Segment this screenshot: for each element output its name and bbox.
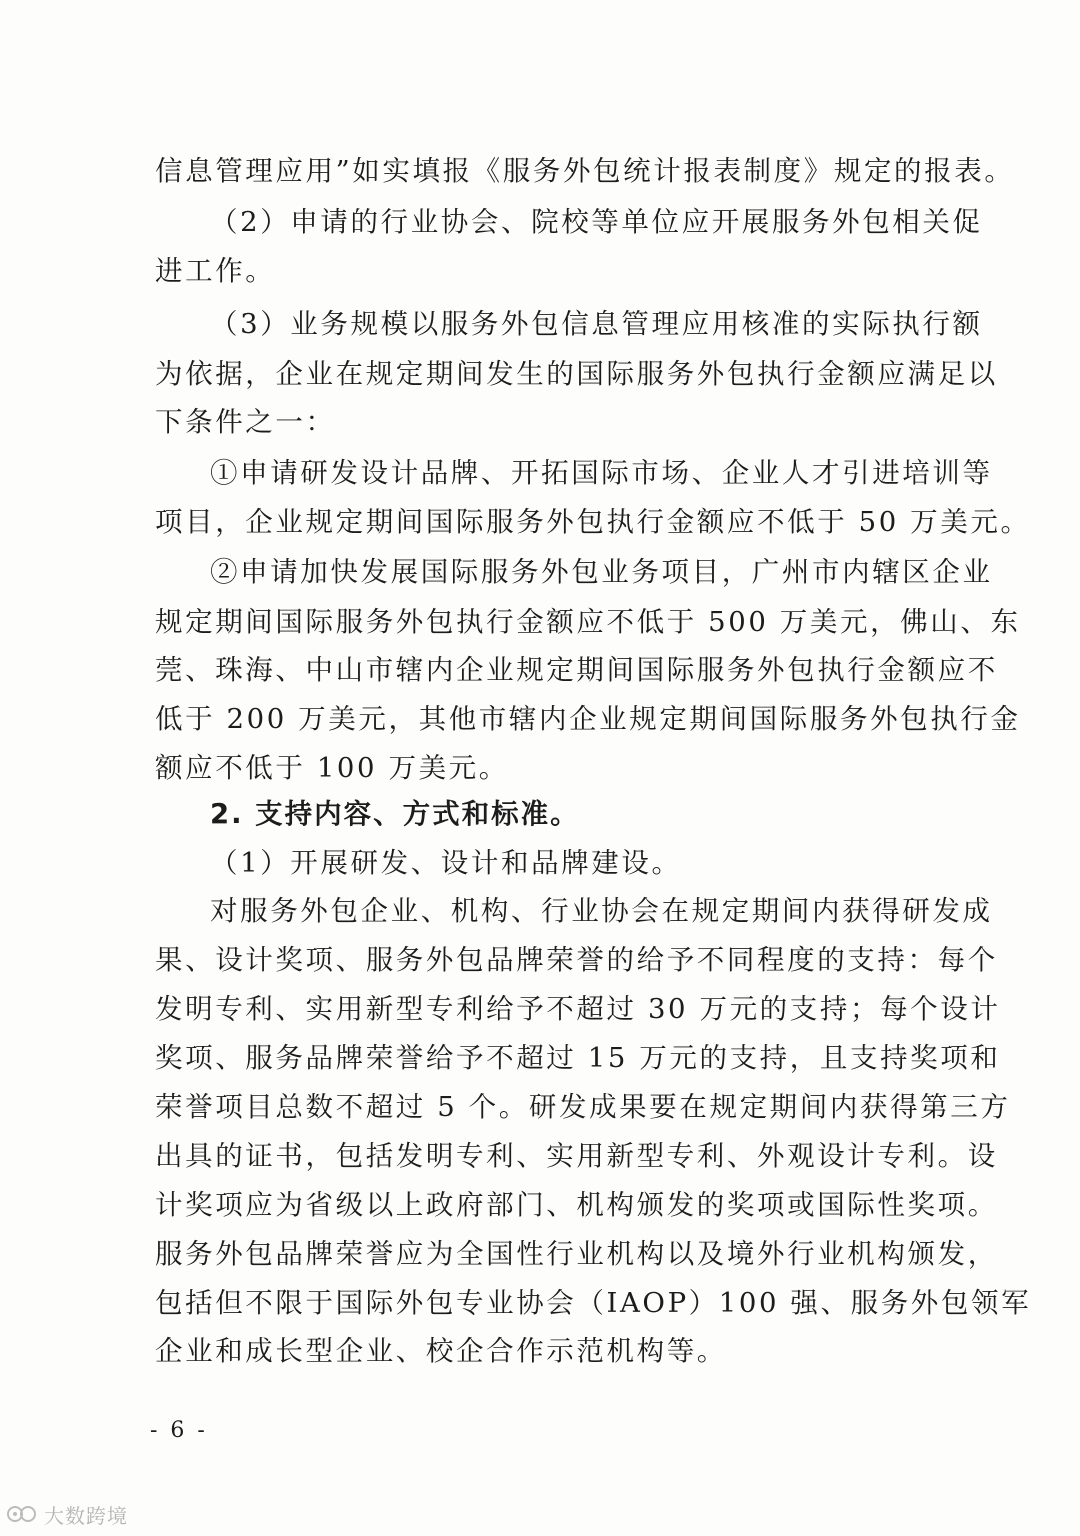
text-line: 计奖项应为省级以上政府部门、机构颁发的奖项或国际性奖项。	[155, 1189, 998, 1221]
text-line: 规定期间国际服务外包执行金额应不低于 500 万美元，佛山、东	[155, 606, 1021, 638]
text-line: 为依据，企业在规定期间发生的国际服务外包执行金额应满足以	[155, 358, 998, 390]
text-line: 果、设计奖项、服务外包品牌荣誉的给予不同程度的支持：每个	[155, 944, 998, 976]
text-line: （3）业务规模以服务外包信息管理应用核准的实际执行额	[210, 308, 983, 340]
text-line: 服务外包品牌荣誉应为全国性行业机构以及境外行业机构颁发，	[155, 1238, 998, 1270]
text-line: 出具的证书，包括发明专利、实用新型专利、外观设计专利。设	[155, 1140, 998, 1172]
watermark	[6, 1500, 128, 1528]
text-line: 下条件之一：	[155, 406, 336, 438]
text-line: 发明专利、实用新型专利给予不超过 30 万元的支持；每个设计	[155, 993, 1001, 1025]
text-line: ①申请研发设计品牌、开拓国际市场、企业人才引进培训等	[210, 457, 993, 489]
page-number: - 6 -	[150, 1418, 208, 1443]
section-heading: 2. 支持内容、方式和标准。	[210, 798, 580, 830]
text-line: 进工作。	[155, 255, 276, 287]
text-line: 包括但不限于国际外包专业协会（IAOP）100 强、服务外包领军	[155, 1287, 1032, 1319]
text-line: 额应不低于 100 万美元。	[155, 752, 509, 784]
text-line: （1）开展研发、设计和品牌建设。	[210, 847, 682, 879]
text-line: 企业和成长型企业、校企合作示范机构等。	[155, 1335, 727, 1367]
watermark-text: 大数跨境	[44, 1503, 128, 1528]
text-line: 项目，企业规定期间国际服务外包执行金额应不低于 50 万美元。	[155, 506, 1031, 538]
text-line: 莞、珠海、中山市辖内企业规定期间国际服务外包执行金额应不	[155, 654, 998, 686]
text-line: 奖项、服务品牌荣誉给予不超过 15 万元的支持，且支持奖项和	[155, 1042, 1001, 1074]
text-line: 低于 200 万美元，其他市辖内企业规定期间国际服务外包执行金	[155, 703, 1021, 735]
text-line: （2）申请的行业协会、院校等单位应开展服务外包相关促	[210, 206, 983, 238]
text-line: ②申请加快发展国际服务外包业务项目，广州市内辖区企业	[210, 556, 993, 588]
text-line: 对服务外包企业、机构、行业协会在规定期间内获得研发成	[210, 895, 993, 927]
text-line: 荣誉项目总数不超过 5 个。研发成果要在规定期间内获得第三方	[155, 1091, 1011, 1123]
logo-icon	[6, 1501, 40, 1527]
text-line: 信息管理应用”如实填报《服务外包统计报表制度》规定的报表。	[155, 155, 1015, 187]
